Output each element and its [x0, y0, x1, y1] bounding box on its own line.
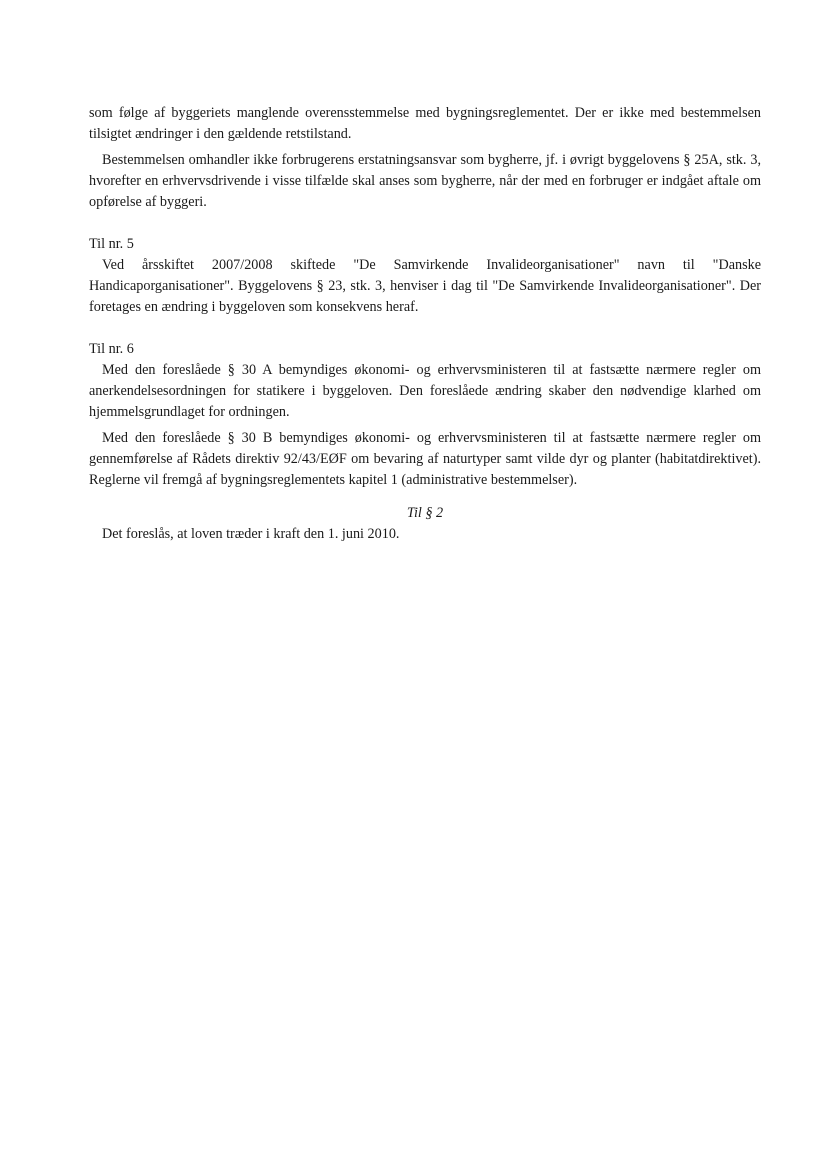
section-title-til-paragraf-2: Til § 2: [406, 505, 444, 521]
document-page: [89, 103, 761, 545]
paragraph-consumer-liability-continuation: som følge af byggeriets manglende overensstemmelse med bygningsreglementet. Der er ikke med bestemmelsen tilsigtet ændringer i den gældende retstilstand.: [89, 105, 761, 142]
heading-til-nr-6: Til nr. 6: [89, 341, 134, 357]
paragraph-handicap-organisations: Ved årsskiftet 2007/2008 skiftede "De Samvirkende Invalideorganisationer" navn til "Danske Handicaporganisationer". Byggelovens § 23, stk. 3, henviser i dag til "De Samvirkende Invalideorganisationer". Der foretages en ændring i byggeloven som konsekvens heraf.: [89, 257, 761, 315]
heading-til-nr-5: Til nr. 5: [89, 236, 134, 252]
paragraph-section-30b: Med den foreslåede § 30 B bemyndiges økonomi- og erhvervsministeren til at fastsætte nærmere regler om gennemførelse af Rådets direktiv 92/43/EØF om bevaring af naturtyper samt vilde dyr og planter (habitatdirektivet). Reglerne vil fremgå af bygningsreglementets kapitel 1 (administrative bestemmelser).: [89, 430, 761, 488]
paragraph-entry-into-force: Det foreslås, at loven træder i kraft den 1. juni 2010.: [102, 526, 400, 542]
paragraph-section-30a: Med den foreslåede § 30 A bemyndiges økonomi- og erhvervsministeren til at fastsætte nærmere regler om anerkendelsesordningen for statikere i byggeloven. Den foreslåede ændring skaber den nødvendige klarhed om hjemmelsgrundlaget for ordningen.: [89, 362, 761, 420]
paragraph-builder-liability: Bestemmelsen omhandler ikke forbrugerens erstatningsansvar som bygherre, jf. i øvrigt byggelovens § 25A, stk. 3, hvorefter en erhvervsdrivende i visse tilfælde skal anses som bygherre, når der med en forbruger er indgået aftale om opførelse af byggeri.: [89, 152, 761, 210]
